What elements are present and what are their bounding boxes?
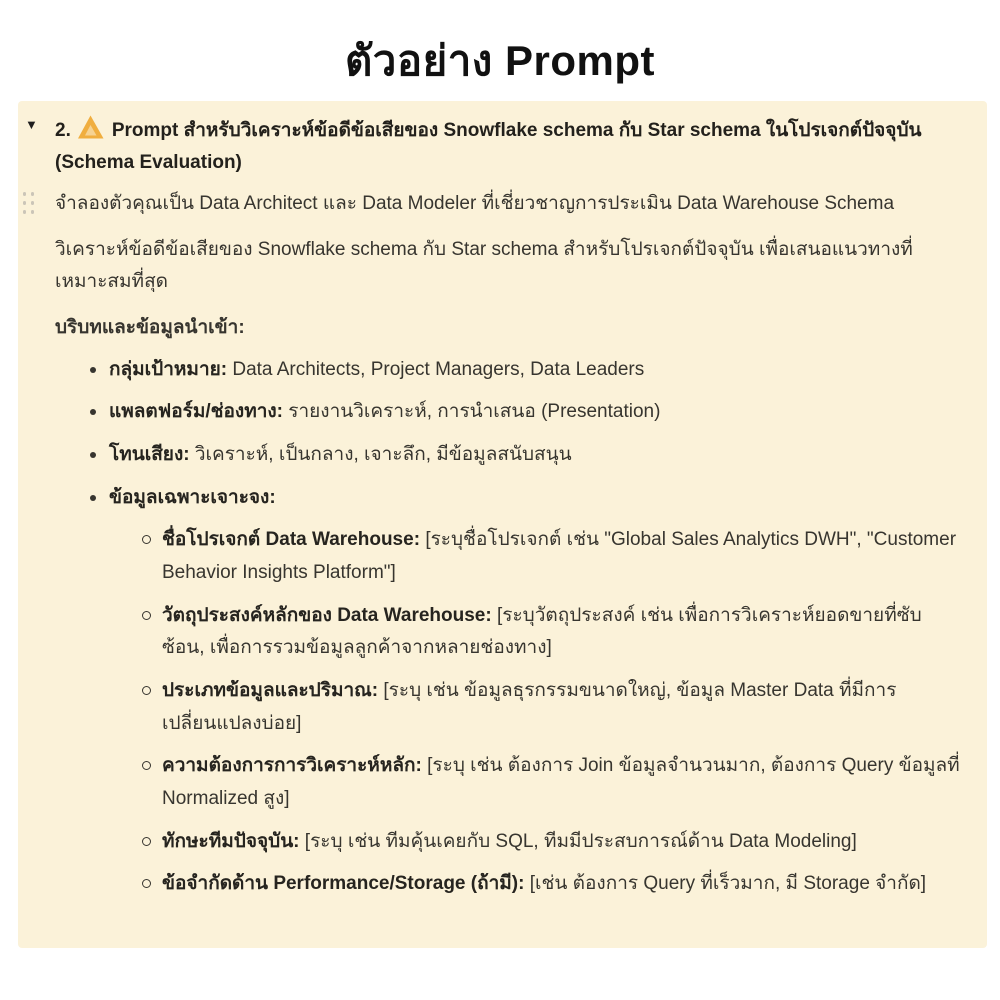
bullet-label: ข้อจำกัดด้าน Performance/Storage (ถ้ามี): (162, 873, 525, 895)
list-item (162, 826, 963, 859)
bullet-label: ชื่อโปรเจกต์ Data Warehouse: (162, 529, 421, 551)
list-item (162, 750, 963, 815)
drag-handle-icon[interactable] (21, 191, 37, 217)
list-item (162, 524, 963, 589)
bullet-text: [ระบุ เช่น ข้อมูลธุรกรรมขนาดใหญ่, ข้อมูล Master Data ที่มีการเปลี่ยนแปลงบ่อย] (162, 680, 897, 734)
paragraph: วิเคราะห์ข้อดีข้อเสียของ Snowflake schema กับ Star schema สำหรับโปรเจกต์ปัจจุบัน เพื่อเสนอแนวทางที่เหมาะสมที่สุด (55, 238, 913, 293)
bullet-label: วัตถุประสงค์หลักของ Data Warehouse: (162, 604, 492, 626)
bullet-label: ทักษะทีมปัจจุบัน: (162, 830, 300, 852)
bullet-text: รายงานวิเคราะห์, การนำเสนอ (Presentation) (288, 401, 661, 423)
bullet-text: วิเคราะห์, เป็นกลาง, เจาะลึก, มีข้อมูลสนับสนุน (194, 443, 572, 465)
bullet-label: กลุ่มเป้าหมาย: (109, 358, 228, 380)
bullet-text: [เช่น ต้องการ Query ที่เร็วมาก, มี Storage จำกัด] (529, 873, 927, 895)
list-item (162, 600, 963, 665)
toggle-triangle-icon[interactable]: ▼ (25, 116, 38, 132)
bullet-text: [ระบุ เช่น ทีมคุ้นเคยกับ SQL, ทีมมีประสบการณ์ด้าน Data Modeling] (304, 830, 857, 852)
toggle-heading[interactable] (55, 114, 963, 180)
list-item (109, 354, 963, 387)
triangle-ruler-icon (77, 114, 105, 140)
bullet-label: แพลตฟอร์ม/ช่องทาง: (109, 401, 284, 423)
paragraph: จำลองตัวคุณเป็น Data Architect และ Data Modeler ที่เชี่ยวชาญการประเมิน Data Warehouse Schema (55, 192, 895, 214)
bullet-label: ประเภทข้อมูลและปริมาณ: (162, 680, 379, 701)
bullet-list (55, 354, 963, 901)
callout-panel (18, 101, 987, 948)
heading-text: Prompt สำหรับวิเคราะห์ข้อดีข้อเสียของ Snowflake schema กับ Star schema ในโปรเจกต์ปัจจุบัน (Schema Evaluation) (55, 119, 922, 174)
bullet-text: [ระบุชื่อโปรเจกต์ เช่น "Global Sales Analytics DWH", "Customer Behavior Insights Platform"] (162, 529, 957, 583)
list-item (162, 868, 963, 901)
list-item (109, 482, 963, 901)
bullet-text: Data Architects, Project Managers, Data Leaders (232, 358, 645, 380)
list-item (109, 439, 963, 472)
bullet-label: ข้อมูลเฉพาะเจาะจง: (109, 486, 276, 508)
bullet-text: [ระบุวัตถุประสงค์ เช่น เพื่อการวิเคราะห์ยอดขายที่ซับซ้อน, เพื่อการรวมข้อมูลลูกค้าจากหลายช่องทาง] (162, 604, 922, 659)
sub-bullet-list (109, 524, 963, 901)
heading-number: 2. (55, 119, 71, 141)
bullet-label: ความต้องการการวิเคราะห์หลัก: (162, 755, 422, 777)
section-heading: บริบทและข้อมูลนำเข้า: (55, 316, 245, 338)
bullet-text: [ระบุ เช่น ต้องการ Join ข้อมูลจำนวนมาก, ต้องการ Query ข้อมูลที่ Normalized สูง] (162, 755, 960, 810)
list-item (109, 396, 963, 429)
page-title: ตัวอย่าง Prompt (345, 37, 655, 84)
list-item (162, 675, 963, 740)
bullet-label: โทนเสียง: (109, 443, 190, 465)
